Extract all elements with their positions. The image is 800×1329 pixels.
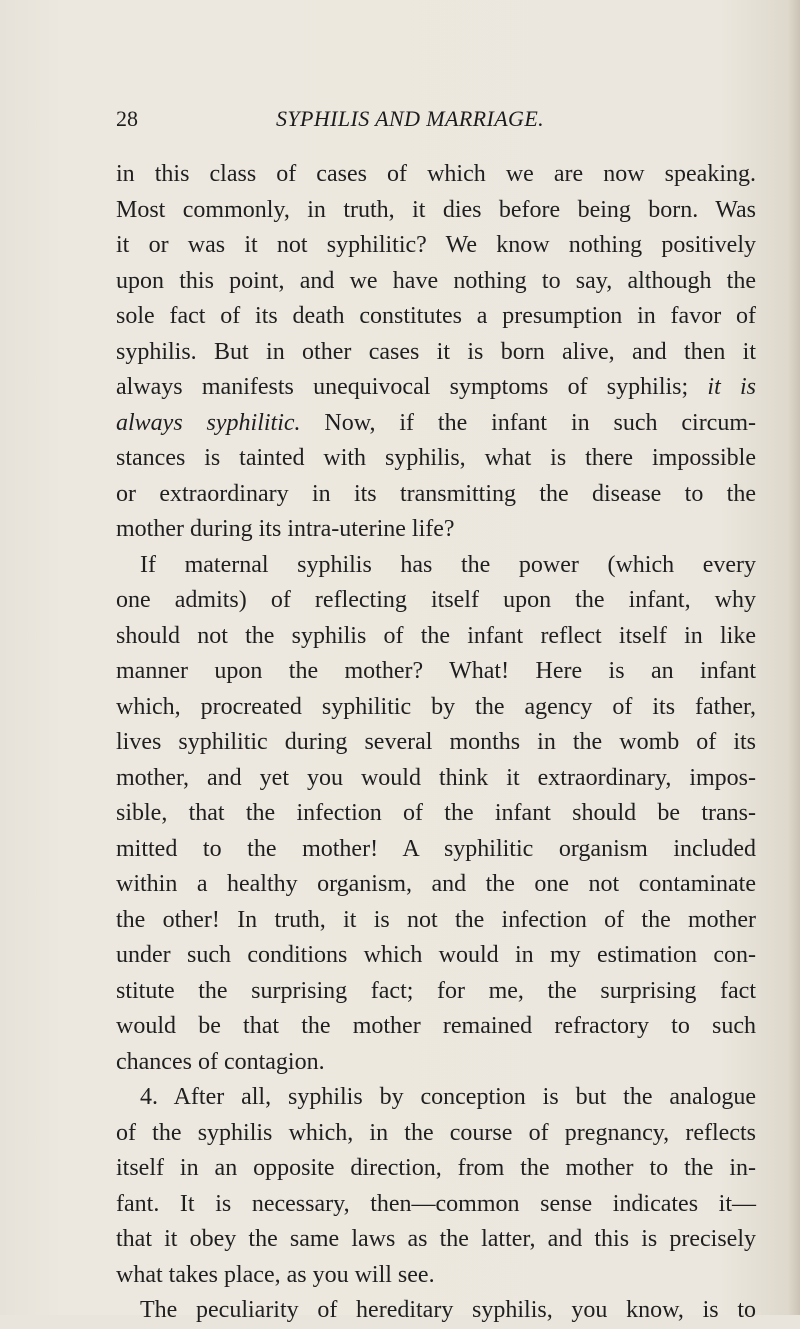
text-line: mother during its intra-uterine life? <box>116 516 455 542</box>
text-line: should not the syphilis of the infant reflect itself in like <box>116 622 756 649</box>
text-line: the other! In truth, it is not the infection of the mother <box>116 906 756 933</box>
body-text <box>116 157 756 1329</box>
text-line: 4. After all, syphilis by conception is but the analogue <box>140 1084 756 1110</box>
running-title: SYPHILIS AND MARRIAGE. <box>276 106 545 131</box>
text-line: of the syphilis which, in the course of pregnancy, reflects <box>116 1119 756 1146</box>
text-line: fant. It is necessary, then—common sense indicates it— <box>116 1190 756 1217</box>
text-line: Most commonly, in truth, it dies before being born. Was <box>116 196 756 223</box>
text-line: always syphilitic. Now, if the infant in such circum- <box>116 409 756 436</box>
text-line: would be that the mother remained refractory to such <box>116 1013 756 1039</box>
text-line: it or was it not syphilitic? We know nothing positively <box>116 232 756 258</box>
text-line: under such conditions which would in my estimation con- <box>116 942 756 968</box>
text-line: mitted to the mother! A syphilitic organism included <box>116 835 756 862</box>
text-line: one admits) of reflecting itself upon the infant, why <box>116 587 756 613</box>
text-line: The peculiarity of hereditary syphilis, you know, is to <box>140 1297 756 1323</box>
text-line: within a healthy organism, and the one not contaminate <box>116 871 756 897</box>
running-head <box>116 106 756 136</box>
text-line: in this class of cases of which we are now speaking. <box>116 161 756 187</box>
text-line: which, procreated syphilitic by the agency of its father, <box>116 693 756 720</box>
page-number: 28 <box>116 106 138 131</box>
text-line: lives syphilitic during several months in the womb of its <box>116 729 756 755</box>
text-line: manner upon the mother? What! Here is an infant <box>116 658 756 684</box>
text-line: always manifests unequivocal symptoms of syphilis; it is <box>116 374 756 400</box>
text-line: upon this point, and we have nothing to say, although the <box>116 267 756 294</box>
text-line: or extraordinary in its transmitting the disease to the <box>116 480 756 507</box>
text-line: itself in an opposite direction, from the mother to the in- <box>116 1155 756 1181</box>
text-line: stitute the surprising fact; for me, the surprising fact <box>116 977 756 1004</box>
text-line: sole fact of its death constitutes a presumption in favor of <box>116 303 756 329</box>
page-edge-shadow <box>788 0 800 1315</box>
text-line: that it obey the same laws as the latter, and this is precisely <box>116 1226 756 1252</box>
text-line: chances of contagion. <box>116 1048 325 1075</box>
text-line: mother, and yet you would think it extraordinary, impos- <box>116 764 756 791</box>
text-line: sible, that the infection of the infant should be trans- <box>116 800 756 826</box>
text-line: syphilis. But in other cases it is born alive, and then it <box>116 338 756 365</box>
text-line: stances is tainted with syphilis, what is there impossible <box>116 445 756 471</box>
text-line: what takes place, as you will see. <box>116 1261 435 1288</box>
text-line: If maternal syphilis has the power (which every <box>140 551 756 578</box>
